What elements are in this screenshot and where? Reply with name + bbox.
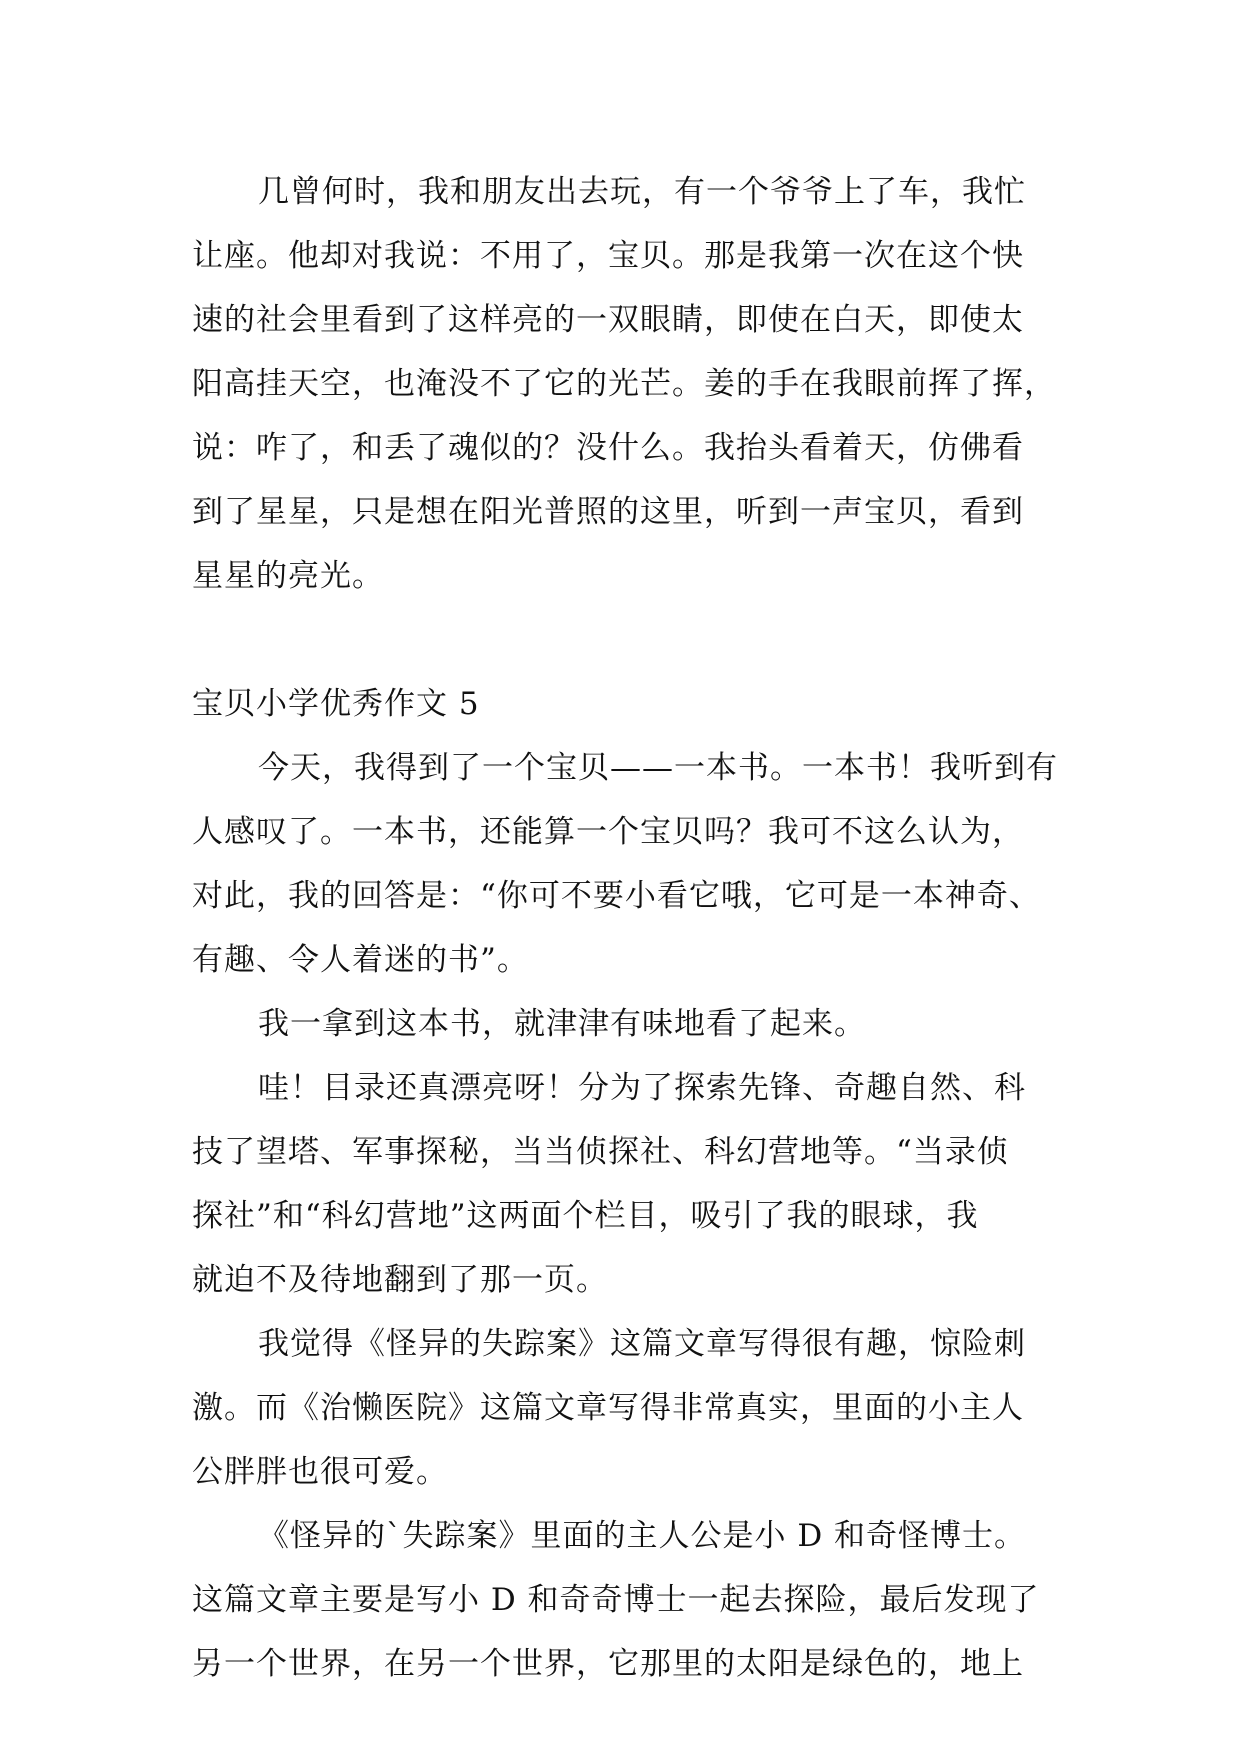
text-line: 到了星星，只是想在阳光普照的这里，听到一声宝贝，看到: [192, 494, 1024, 530]
paragraph: [192, 1504, 1072, 1696]
paragraph: [192, 992, 1072, 1056]
text-line: 就迫不及待地翻到了那一页。: [192, 1262, 608, 1298]
text-line: 公胖胖也很可爱。: [192, 1454, 448, 1490]
text-line: 另一个世界，在另一个世界，它那里的太阳是绿色的，地上: [192, 1646, 1024, 1682]
text-line: 说：咋了，和丢了魂似的？没什么。我抬头看着天，仿佛看: [192, 430, 1024, 466]
paragraph-gap: [192, 608, 1072, 672]
text-line: 星星的亮光。: [192, 558, 384, 594]
paragraph: [192, 736, 1072, 992]
text-line: 我觉得《怪异的失踪案》这篇文章写得很有趣，惊险刺: [258, 1326, 1026, 1362]
paragraph: [192, 1312, 1072, 1504]
text-line: 激。而《治懒医院》这篇文章写得非常真实，里面的小主人: [192, 1390, 1024, 1426]
text-line: 哇！目录还真漂亮呀！分为了探索先锋、奇趣自然、科: [258, 1070, 1026, 1106]
paragraph: [192, 160, 1072, 608]
text-line: 阳高挂天空，也淹没不了它的光芒。姜的手在我眼前挥了挥，: [192, 366, 1056, 402]
text-line: 让座。他却对我说：不用了，宝贝。那是我第一次在这个快: [192, 238, 1024, 274]
text-line: 探社”和“科幻营地”这两面个栏目，吸引了我的眼球，我: [192, 1198, 979, 1234]
paragraph: [192, 1056, 1072, 1312]
text-line: 技了望塔、军事探秘，当当侦探社、科幻营地等。“当录侦: [192, 1134, 1009, 1170]
text-line: 几曾何时，我和朋友出去玩，有一个爷爷上了车，我忙: [258, 174, 1026, 210]
text-line: 对此，我的回答是：“你可不要小看它哦，它可是一本神奇、: [192, 878, 1041, 914]
text-line: 《怪异的`失踪案》里面的主人公是小 D 和奇怪博士。: [258, 1518, 1027, 1554]
text-line: 有趣、令人着迷的书”。: [192, 942, 529, 978]
section-heading: 宝贝小学优秀作文 5: [192, 686, 480, 722]
document-page: [192, 160, 1072, 1696]
text-line: 速的社会里看到了这样亮的一双眼睛，即使在白天，即使太: [192, 302, 1024, 338]
text-line: 我一拿到这本书，就津津有味地看了起来。: [258, 1006, 866, 1042]
text-line: 这篇文章主要是写小 D 和奇奇博士一起去探险，最后发现了: [192, 1582, 1040, 1618]
text-line: 今天，我得到了一个宝贝——一本书。一本书！我听到有: [258, 750, 1058, 786]
text-line: 人感叹了。一本书，还能算一个宝贝吗？我可不这么认为，: [192, 814, 1024, 850]
